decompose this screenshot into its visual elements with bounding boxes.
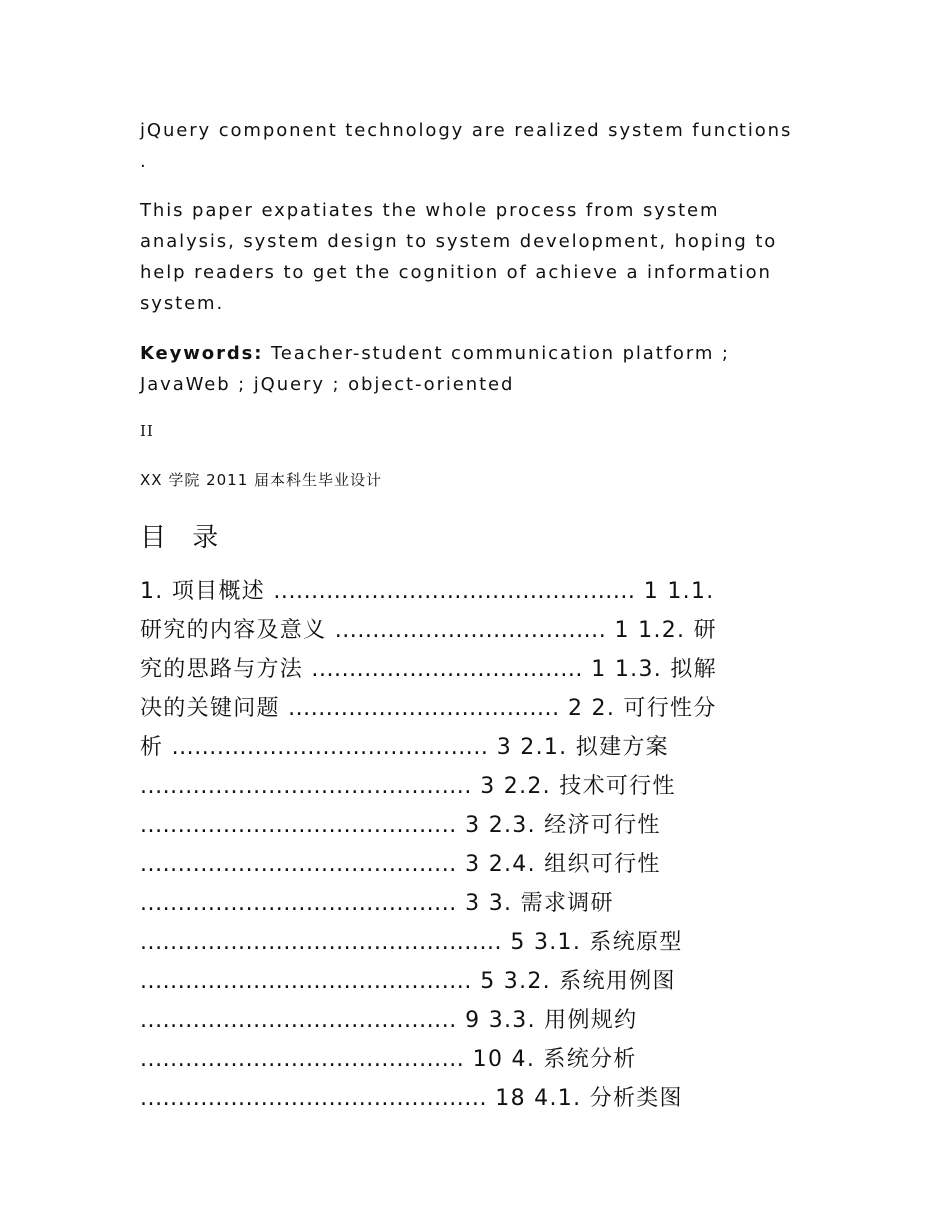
- toc-post: 5 3.1. 系统原型: [502, 930, 683, 955]
- toc-post: 3 2.2. 技术可行性: [471, 774, 676, 799]
- toc-leader: ................................................: [273, 579, 636, 604]
- abstract-line: This paper expatiates the whole process from system: [140, 200, 720, 221]
- toc-entry: [140, 1047, 637, 1073]
- toc-post: 1 1.1.: [635, 579, 715, 604]
- toc-leader: ....................................: [334, 618, 607, 643]
- page-number: II: [140, 422, 154, 440]
- toc-entry: [140, 696, 717, 722]
- toc-post: 3 2.4. 组织可行性: [456, 852, 661, 877]
- toc-leader: ..........................................: [140, 891, 457, 916]
- toc-pre: 析: [140, 735, 172, 760]
- toc-pre: 1. 项目概述: [140, 579, 274, 604]
- toc-entry: [140, 774, 676, 800]
- toc-post: 9 3.3. 用例规约: [456, 1008, 638, 1033]
- toc-pre: 究的思路与方法: [140, 657, 312, 682]
- toc-entry: [140, 813, 661, 839]
- abstract-line: system.: [140, 293, 225, 314]
- toc-post: 3 2.1. 拟建方案: [488, 735, 669, 760]
- toc-pre: 研究的内容及意义: [140, 618, 335, 643]
- toc-entry: [140, 579, 715, 605]
- toc-leader: ....................................: [288, 696, 560, 721]
- toc-leader: ..............................................: [140, 1086, 487, 1111]
- toc-entry: [140, 1086, 683, 1112]
- toc-entry: [140, 618, 717, 644]
- abstract-line: analysis, system design to system development, hoping to: [140, 231, 778, 252]
- toc-leader: ....................................: [311, 657, 583, 682]
- toc-post: 10 4. 系统分析: [464, 1047, 637, 1072]
- toc-post: 3 2.3. 经济可行性: [456, 813, 661, 838]
- toc-title: 目 录: [140, 523, 228, 553]
- toc-leader: ................................................: [140, 930, 503, 955]
- toc-post: 18 4.1. 分析类图: [487, 1086, 683, 1111]
- toc-entry: [140, 1008, 637, 1034]
- toc-pre: 决的关键问题: [140, 696, 289, 721]
- running-header: XX 学院 2011 届本科生毕业设计: [140, 471, 383, 489]
- keywords-line: JavaWeb ; jQuery ; object-oriented: [140, 374, 515, 395]
- abstract-line: help readers to get the cognition of achieve a information: [140, 262, 772, 283]
- toc-post: 3 3. 需求调研: [456, 891, 614, 916]
- toc-entry: [140, 852, 661, 878]
- toc-leader: ..........................................: [171, 735, 489, 760]
- toc-entry: [140, 969, 676, 995]
- toc-entry: [140, 891, 614, 917]
- toc-leader: ..........................................: [140, 813, 457, 838]
- toc-leader: ...........................................: [140, 1047, 465, 1072]
- keywords-line: [140, 343, 730, 365]
- toc-entry: [140, 930, 683, 956]
- keywords-text: Teacher-student communication platform ;: [263, 343, 730, 364]
- toc-post: 1 1.3. 拟解: [582, 657, 717, 682]
- toc-leader: ..........................................: [140, 1008, 457, 1033]
- toc-post: 2 2. 可行性分: [559, 696, 717, 721]
- abstract-line: .: [140, 151, 148, 172]
- toc-entry: [140, 735, 669, 761]
- toc-post: 5 3.2. 系统用例图: [471, 969, 676, 994]
- toc-leader: ............................................: [140, 774, 472, 799]
- abstract-line: jQuery component technology are realized system functions: [140, 120, 793, 141]
- toc-leader: ..........................................: [140, 852, 457, 877]
- keywords-label: Keywords:: [140, 343, 264, 364]
- toc-post: 1 1.2. 研: [606, 618, 717, 643]
- toc-leader: ............................................: [140, 969, 472, 994]
- toc-entry: [140, 657, 717, 683]
